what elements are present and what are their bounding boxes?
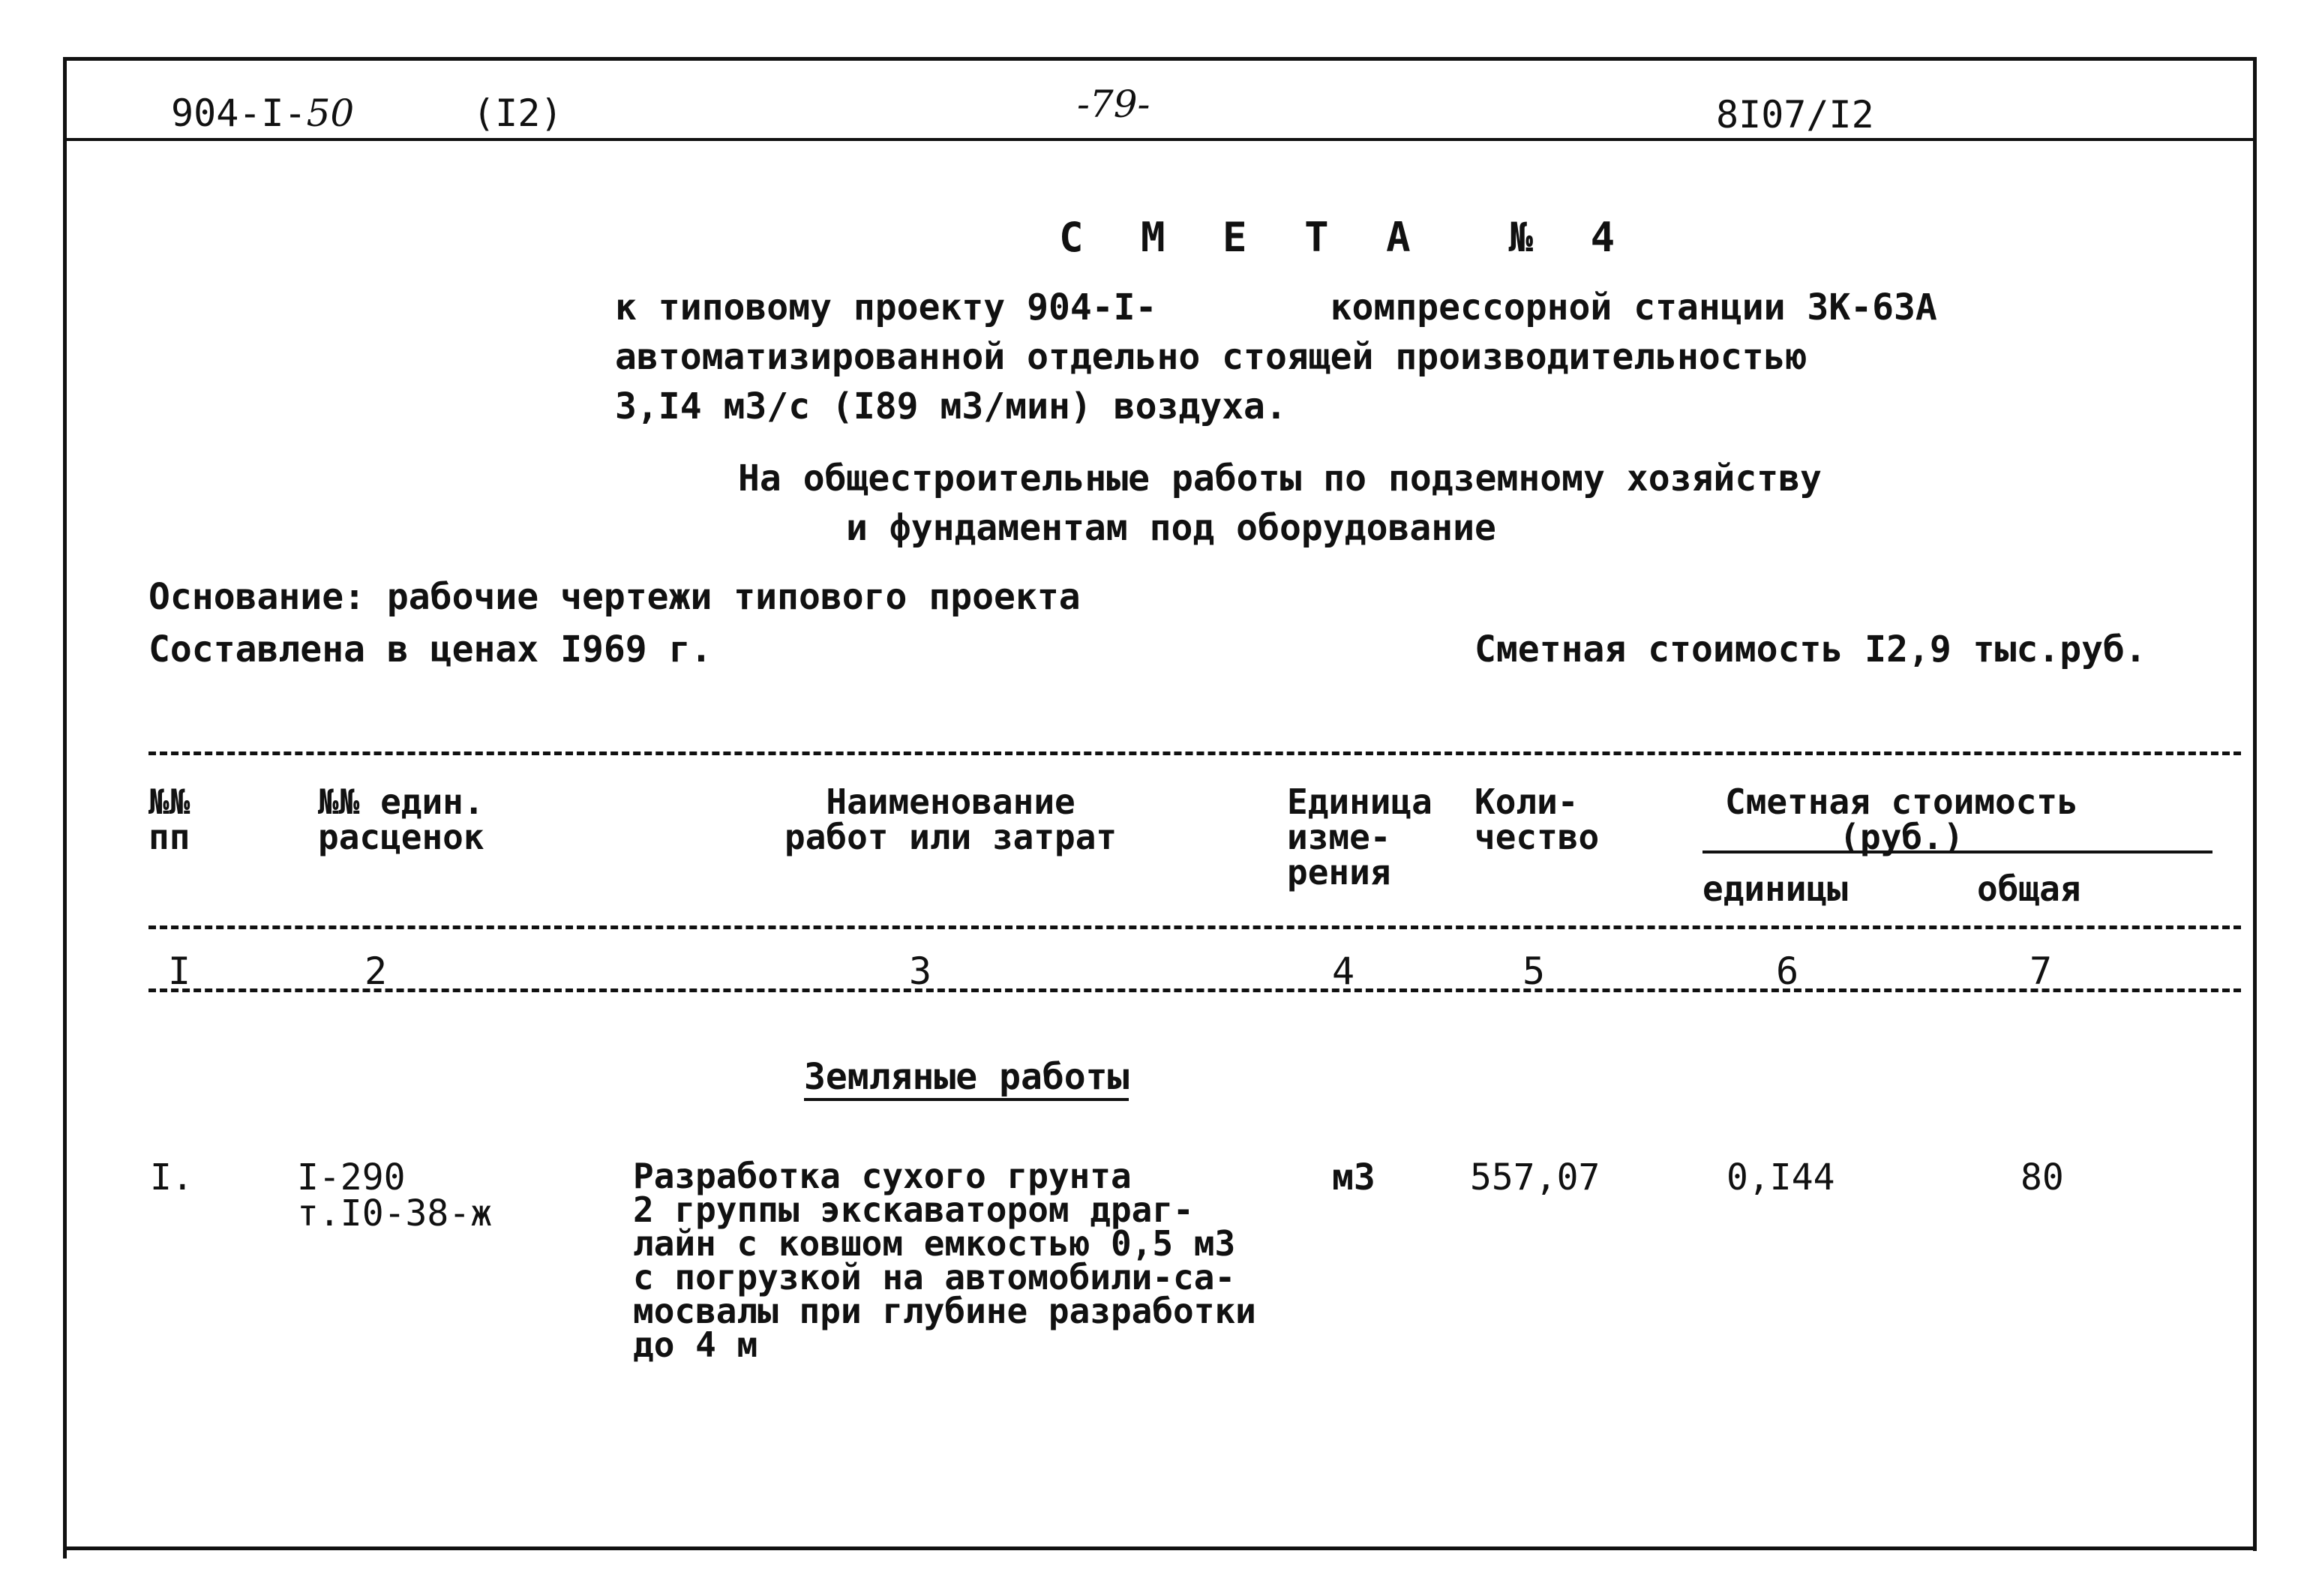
frame-left: [63, 58, 67, 1558]
header-work-name: Наименование работ или затрат: [784, 782, 1118, 857]
column-number: 2: [364, 950, 388, 993]
frame-right: [2253, 58, 2257, 1551]
work-subject-line-2: и фундаментам под оборудование: [846, 507, 1496, 549]
column-number: 7: [2030, 950, 2053, 993]
header-bottom-rule: [148, 926, 2241, 929]
column-number: 3: [909, 950, 932, 993]
frame-top: [63, 57, 2257, 61]
column-number: 6: [1776, 950, 1799, 993]
column-number: I: [168, 950, 191, 993]
document-code: 8I07/I2: [1716, 93, 1874, 136]
project-description-line-1: к типовому проекту 904-I- компрессорной станции 3К-63А: [615, 286, 1937, 328]
header-total-cost: общая: [1977, 868, 2081, 909]
header-quantity: Коли- чество: [1474, 782, 1600, 857]
project-description-line-2: автоматизированной отдельно стоящей производительностью: [615, 336, 1808, 378]
estimated-cost: Сметная стоимость I2,9 тыс.руб.: [1474, 628, 2146, 670]
column-number: 5: [1522, 950, 1546, 993]
project-handwritten-number: 50: [306, 92, 355, 135]
header-unit-cost: единицы: [1702, 868, 1848, 909]
cost-group-rule: [1702, 850, 2212, 854]
rate-code: I-290 т.I0-38-ж: [297, 1156, 493, 1234]
header-row-number: №№ пп: [148, 782, 190, 857]
project-number: [171, 92, 355, 135]
work-subject-line-1: На общестроительные работы по подземному хозяйству: [738, 458, 1822, 500]
total-cost: 80: [2020, 1156, 2064, 1198]
work-description: Разработка сухого грунта 2 группы экскаватором драг- лайн с ковшом емкостью 0,5 м3 с погрузкой на автомобили-са- мосвалы при глубине разработки до 4 м: [633, 1156, 1256, 1366]
column-numbers-rule: [148, 988, 2241, 992]
header-unit: Единица изме- рения: [1287, 782, 1432, 892]
table-top-rule: [148, 752, 2241, 755]
column-number: 4: [1332, 950, 1355, 993]
unit-of-measure: м3: [1332, 1156, 1376, 1198]
price-level: Составлена в ценах I969 г.: [148, 628, 712, 670]
sheet-number: (I2): [472, 92, 563, 135]
page-number: -79-: [1077, 82, 1150, 126]
row-number: I.: [150, 1156, 194, 1198]
frame-bottom: [63, 1546, 2257, 1550]
estimate-basis: Основание: рабочие чертежи типового проекта: [148, 576, 1081, 618]
section-heading: Земляные работы: [804, 1059, 1129, 1101]
estimate-title: С М Е Т А № 4: [1059, 214, 1632, 261]
project-prefix: 904-I-: [171, 92, 307, 135]
header-rule: [63, 138, 2257, 141]
header-rate-code: №№ един. расценок: [318, 782, 484, 857]
quantity: 557,07: [1470, 1156, 1600, 1198]
unit-cost: 0,I44: [1726, 1156, 1835, 1198]
project-description-line-3: 3,I4 м3/с (I89 м3/мин) воздуха.: [615, 386, 1287, 428]
header-estimated-cost: Сметная стоимость (руб.): [1725, 782, 2078, 857]
